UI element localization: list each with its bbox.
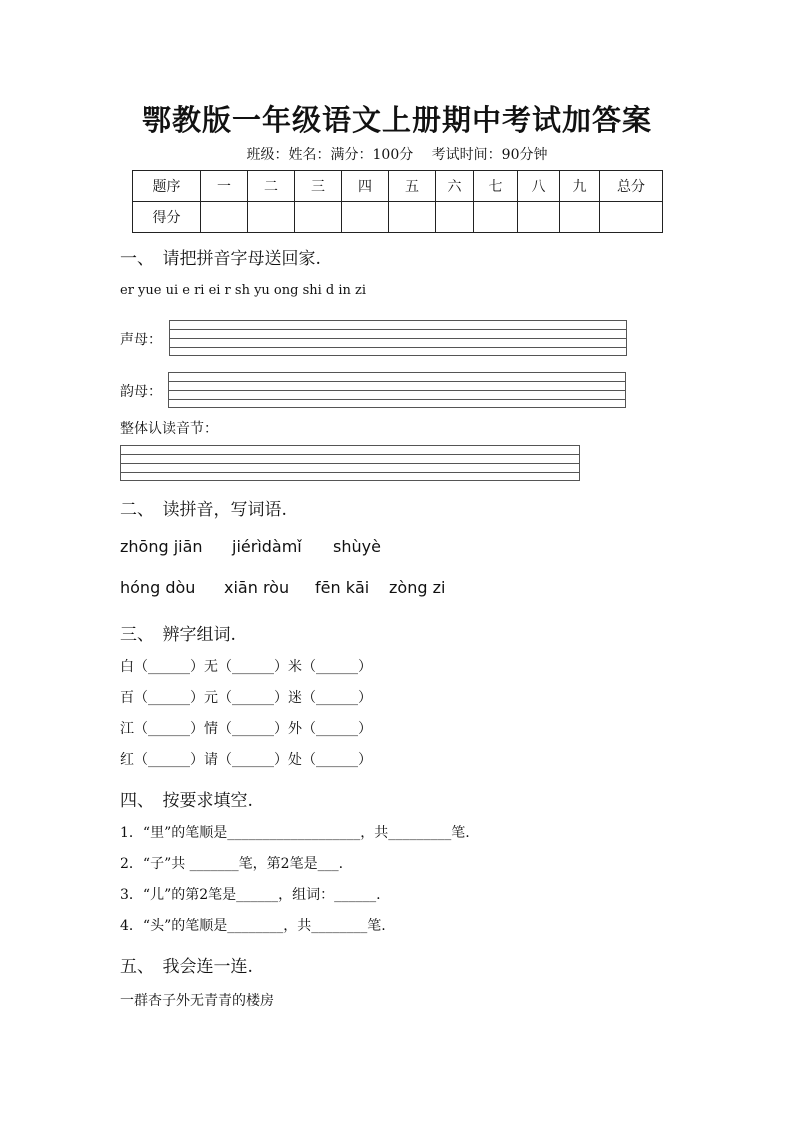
- score-cell[interactable]: [560, 202, 600, 233]
- header-cell: 二: [248, 171, 295, 202]
- section-5-heading: 五、 我会连一连.: [120, 957, 253, 977]
- fill-item: 1．“里”的笔顺是___________________，共_________笔.: [120, 825, 470, 841]
- header-cell: 四: [342, 171, 389, 202]
- pinyin-word: zòng zi: [389, 578, 446, 597]
- matching-words: 一群杏子外无青青的楼房: [120, 993, 274, 1009]
- score-value-row: [133, 202, 663, 233]
- pinyin-word: zhōng jiān: [120, 537, 203, 556]
- fill-item: 3．“儿”的第2笔是______，组词：______.: [120, 887, 381, 903]
- section-4-heading: 四、 按要求填空.: [120, 791, 253, 811]
- header-cell: 六: [436, 171, 474, 202]
- fill-item: 4．“头”的笔顺是________，共________笔.: [120, 918, 386, 934]
- word-group-row: 江（______）情（______）外（______）: [120, 721, 372, 737]
- word-group-row: 红（______）请（______）处（______）: [120, 752, 372, 768]
- pinyin-word: shùyè: [333, 537, 381, 556]
- header-cell: 八: [518, 171, 560, 202]
- score-cell[interactable]: [389, 202, 436, 233]
- pinyin-word: xiān ròu: [224, 578, 290, 597]
- score-cell[interactable]: [248, 202, 295, 233]
- score-table: [132, 170, 663, 233]
- header-cell: 三: [295, 171, 342, 202]
- fill-item: 2．“子”共 _______笔，第2笔是___.: [120, 856, 344, 872]
- word-group-row: 白（______）无（______）米（______）: [120, 659, 372, 675]
- section-1-heading: 一、 请把拼音字母送回家.: [120, 249, 321, 269]
- score-cell[interactable]: [436, 202, 474, 233]
- word-group-row: 百（______）元（______）迷（______）: [120, 690, 372, 706]
- exam-info: 班级：姓名：满分：100分 考试时间：90分钟: [246, 147, 548, 163]
- score-cell[interactable]: [474, 202, 518, 233]
- writing-lines-yunmu[interactable]: [168, 372, 626, 408]
- header-cell: 题序: [133, 171, 201, 202]
- pinyin-word: fēn kāi: [315, 578, 370, 597]
- section-2-heading: 二、 读拼音，写词语.: [120, 500, 287, 520]
- writing-lines-shengmu[interactable]: [169, 320, 627, 356]
- header-cell: 一: [201, 171, 248, 202]
- score-cell[interactable]: [600, 202, 663, 233]
- header-cell: 七: [474, 171, 518, 202]
- score-cell[interactable]: [201, 202, 248, 233]
- label-shengmu: 声母：: [120, 332, 162, 348]
- pinyin-word: jiérìdàmǐ: [232, 537, 302, 556]
- header-cell: 总分: [600, 171, 663, 202]
- header-cell: 九: [560, 171, 600, 202]
- score-cell[interactable]: [518, 202, 560, 233]
- pinyin-word: hóng dòu: [120, 578, 196, 597]
- score-cell[interactable]: [295, 202, 342, 233]
- score-cell[interactable]: [342, 202, 389, 233]
- writing-lines-zhengti[interactable]: [120, 445, 580, 481]
- header-cell: 五: [389, 171, 436, 202]
- pinyin-letters: er yue ui e ri ei r sh yu ong shi d in zi: [120, 283, 367, 298]
- score-header-row: [133, 171, 663, 202]
- page-title: 鄂教版一年级语文上册期中考试加答案: [141, 103, 652, 137]
- row-label: 得分: [133, 202, 201, 233]
- section-3-heading: 三、 辨字组词.: [120, 625, 236, 645]
- label-zhengti: 整体认读音节：: [120, 421, 218, 437]
- label-yunmu: 韵母：: [120, 384, 162, 400]
